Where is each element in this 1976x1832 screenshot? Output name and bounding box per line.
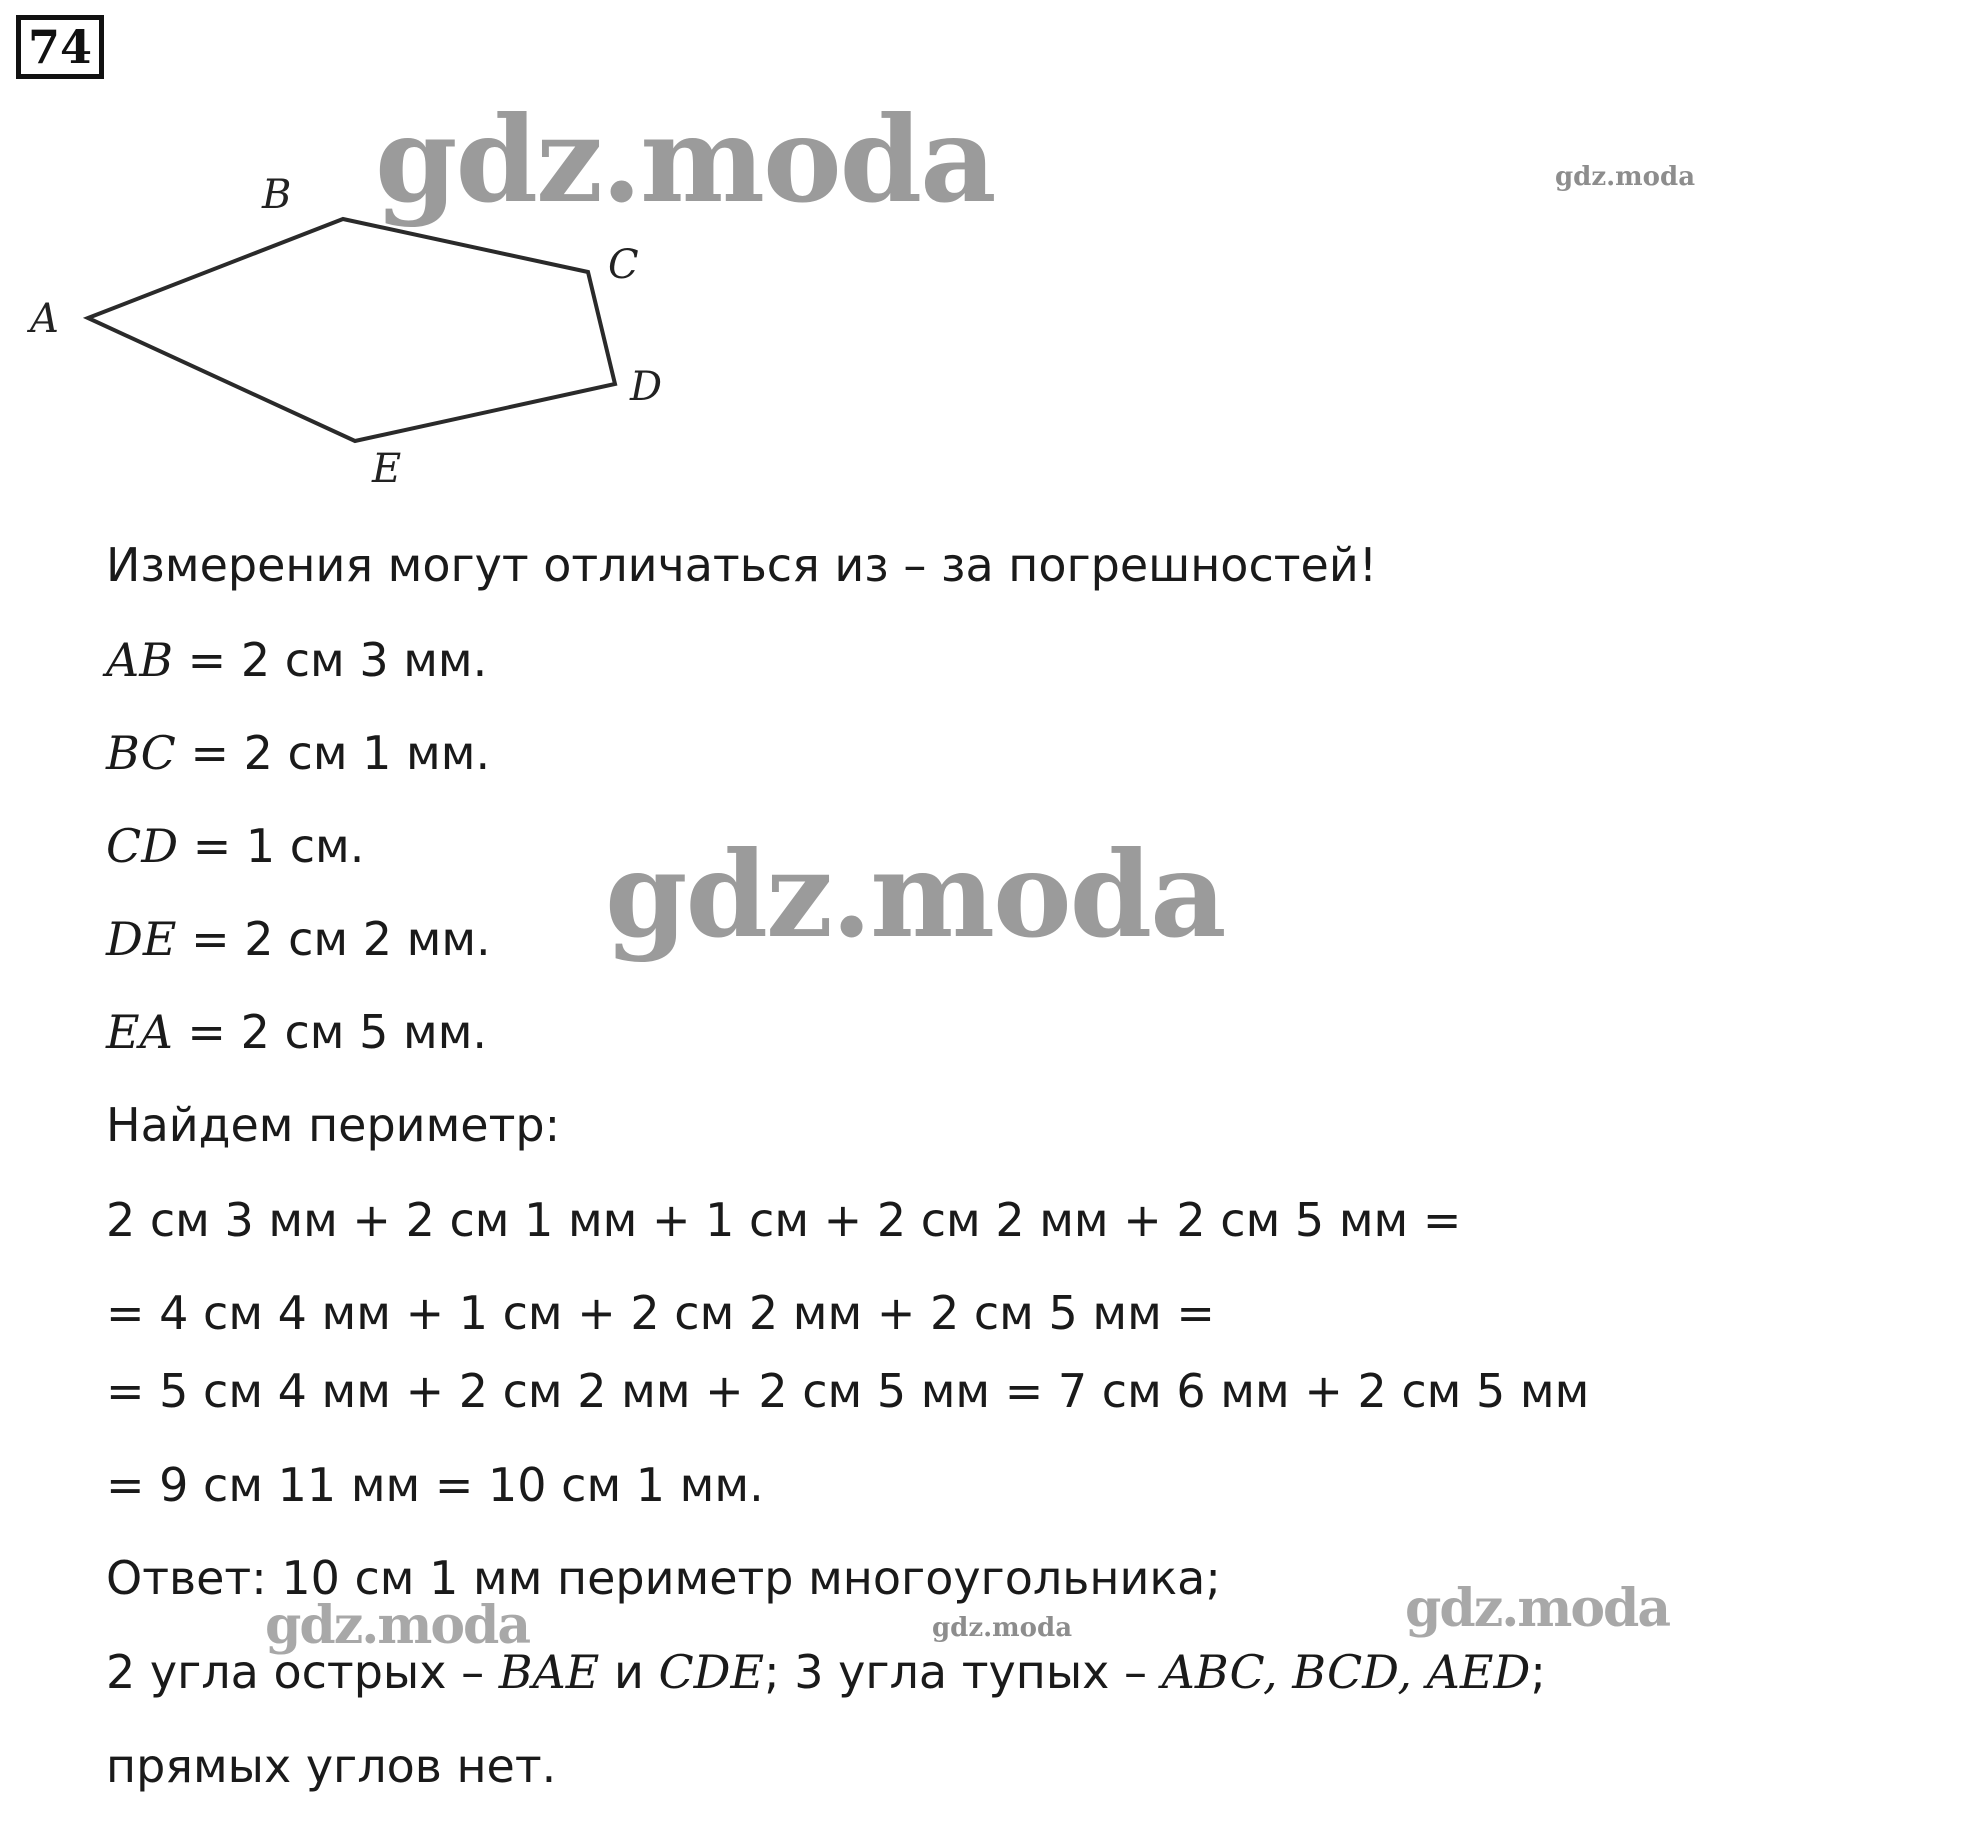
answer-line-3: прямых углов нет. xyxy=(106,1739,557,1793)
segment-ea-label: EA xyxy=(106,1005,173,1059)
measurement-note: Измерения могут отличаться из – за погрешностей! xyxy=(106,538,1378,592)
watermark-top: gdz.moda xyxy=(375,90,995,229)
segment-ab-value: = 2 см 3 мм. xyxy=(173,633,488,687)
measurement-ab xyxy=(106,630,487,690)
segment-cd-value: = 1 см. xyxy=(178,819,365,873)
calculation-line-3: = 5 см 4 мм + 2 см 2 мм + 2 см 5 мм = 7 см 6 мм + 2 см 5 мм xyxy=(106,1364,1590,1418)
segment-ab-label: AB xyxy=(106,633,174,687)
calculation-line-4: = 9 см 11 мм = 10 см 1 мм. xyxy=(106,1458,764,1512)
answer-semicolon: ; xyxy=(1530,1645,1546,1699)
pentagon-abcde xyxy=(88,219,615,441)
vertex-c-label: C xyxy=(608,242,639,288)
angle-bae: BAE xyxy=(498,1645,600,1699)
vertex-d-label: D xyxy=(630,364,663,410)
vertex-e-label: E xyxy=(372,446,402,492)
answer-obtuse-intro: ; 3 угла тупых – xyxy=(764,1645,1162,1699)
measurement-cd xyxy=(106,816,364,876)
calculation-line-1: 2 см 3 мм + 2 см 1 мм + 1 см + 2 см 2 мм + 2 см 5 мм = xyxy=(106,1193,1462,1247)
find-perimeter-heading: Найдем периметр: xyxy=(106,1098,561,1152)
task-number: 74 xyxy=(16,15,104,79)
segment-cd-label: CD xyxy=(106,819,179,873)
watermark-top-right: gdz.moda xyxy=(1555,162,1696,192)
measurement-bc xyxy=(106,723,490,783)
segment-bc-value: = 2 см 1 мм. xyxy=(175,726,491,780)
answer-and: и xyxy=(599,1645,659,1699)
vertex-a-label: A xyxy=(30,296,59,342)
segment-de-value: = 2 см 2 мм. xyxy=(176,912,491,966)
segment-ea-value: = 2 см 5 мм. xyxy=(172,1005,488,1059)
measurement-de xyxy=(106,909,491,969)
watermark-bottom-center: gdz.moda xyxy=(932,1613,1073,1643)
measurement-ea xyxy=(106,1002,487,1062)
obtuse-angles-list: ABC, BCD, AED xyxy=(1161,1645,1531,1699)
calculation-line-2: = 4 см 4 мм + 1 см + 2 см 2 мм + 2 см 5 мм = xyxy=(106,1286,1215,1340)
answer-line-1: Ответ: 10 см 1 мм периметр многоугольника; xyxy=(106,1551,1221,1605)
segment-bc-label: BC xyxy=(106,726,176,780)
watermark-middle: gdz.moda xyxy=(605,825,1225,964)
answer-acute-intro: 2 угла острых – xyxy=(106,1645,499,1699)
segment-de-label: DE xyxy=(106,912,177,966)
angle-cde: CDE xyxy=(658,1645,765,1699)
watermark-bottom-right: gdz.moda xyxy=(1405,1578,1670,1639)
answer-line-2 xyxy=(106,1642,1546,1702)
vertex-b-label: B xyxy=(262,172,292,218)
watermark-bottom-left: gdz.moda xyxy=(265,1595,530,1656)
